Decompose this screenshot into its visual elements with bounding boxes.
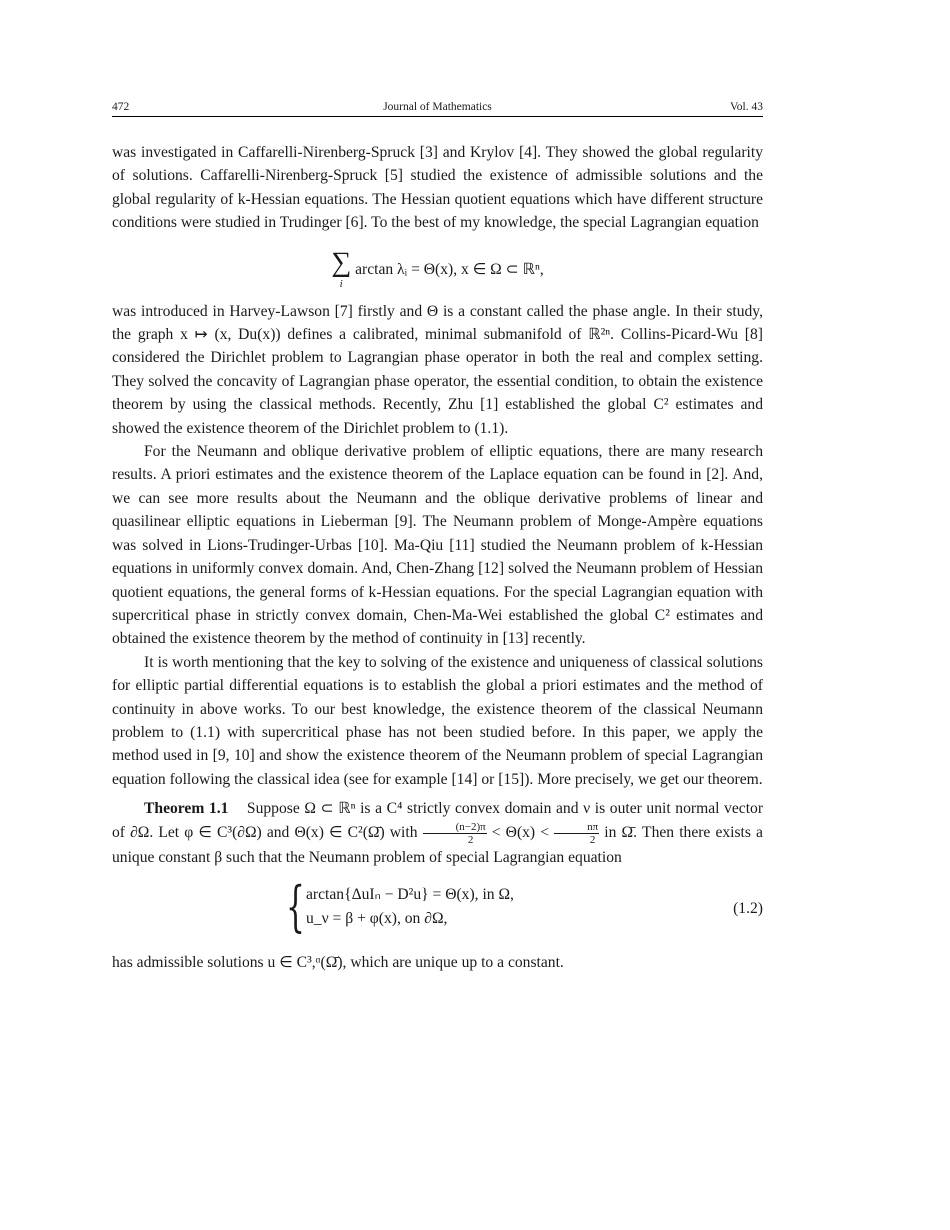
summation	[331, 246, 352, 290]
volume-label: Vol. 43	[729, 101, 763, 113]
sum-symbol: ∑	[331, 246, 352, 278]
body-text	[112, 141, 763, 974]
equation-number: (1.2)	[733, 899, 763, 917]
fraction-denominator: 2	[589, 833, 596, 846]
equation-special-lagrangian	[112, 246, 763, 290]
theorem-text-b: < Θ(x) <	[491, 823, 550, 841]
paragraph-2: was introduced in Harvey-Lawson [7] firstly and Θ is a constant called the phase angle. In their study, the graph x ↦ (x, Du(x)) defines a calibrated, minimal submanifold of ℝ²ⁿ. Collins-Picard-Wu [8] considered the Dirichlet problem to Lagrangian phase operator in both the real and complex setting. They solved the concavity of Lagrangian phase operator, the essential condition, to obtain the existence theorem by using the classical methods. Recently, Zhu [1] established the global C² estimates and showed the existence theorem of the Dirichlet problem to (1.1).	[112, 302, 763, 437]
theorem-title: Theorem 1.1	[144, 800, 229, 818]
theorem-text-c: in Ω̄. Then there exists a unique constant β such that the Neumann problem of special Lagrangian equation	[112, 823, 763, 866]
fraction-numerator: (n−2)π	[423, 821, 487, 834]
paragraph-5: has admissible solutions u ∈ C³,ᵅ(Ω̄), which are unique up to a constant.	[112, 953, 564, 971]
case-boundary: u_ν = β + φ(x), on ∂Ω,	[306, 909, 448, 927]
theorem-text-a: Suppose Ω ⊂ ℝⁿ is a C⁴ strictly convex domain and ν is outer unit normal vector of ∂Ω. Let φ ∈ C³(∂Ω) and Θ(x) ∈ C²(Ω̄) with	[112, 800, 764, 841]
paragraph-3: For the Neumann and oblique derivative problem of elliptic equations, there are many research results. A priori estimates and the existence theorem of the Laplace equation can be found in [2]. And, we can see more results about the Neumann and the oblique derivative problems of linear and quasilinear elliptic equations in Lieberman [9]. The Neumann problem of Monge-Ampère equations was solved in Lions-Trudinger-Urbas [10]. Ma-Qiu [11] studied the Neumann problem of k-Hessian equations in uniformly convex domain. And, Chen-Zhang [12] solved the Neumann problem of Hessian quotient equations, the general forms of k-Hessian equations. For the special Lagrangian equation with supercritical phase in strictly convex domain, Chen-Ma-Wei established the global C² estimates and obtained the existence theorem by the method of continuity in [13] recently.	[112, 443, 763, 648]
equation-neumann-problem	[112, 874, 763, 939]
paragraph-1: was investigated in Caffarelli-Nirenberg-Spruck [3] and Krylov [4]. They showed the global regularity of solutions. Caffarelli-Nirenberg-Spruck [5] studied the existence of admissible solutions and the global regularity of k-Hessian equations. The Hessian quotient equations which have different structure conditions were studied in Trudinger [6]. To the best of my knowledge, the special Lagrangian equation	[112, 144, 763, 232]
journal-name: Journal of Mathematics	[383, 101, 492, 113]
paper-page	[112, 100, 763, 974]
case-equation: arctan{ΔuIₙ − D²u} = Θ(x), in Ω,	[306, 885, 514, 903]
page-number: 472	[112, 101, 130, 113]
left-brace: {	[286, 874, 305, 938]
equation-body: arctan λᵢ = Θ(x), x ∈ Ω ⊂ ℝⁿ,	[355, 260, 544, 278]
fraction-denominator: 2	[467, 833, 474, 846]
fraction-upper-bound	[554, 821, 599, 846]
running-header	[112, 100, 763, 117]
theorem-1-1	[112, 797, 763, 869]
fraction-lower-bound	[423, 821, 487, 846]
paragraph-4: It is worth mentioning that the key to solving of the existence and uniqueness of classical solutions for elliptic partial differential equations is to establish the global a priori estimates and the method of continuity in above works. To our best knowledge, the existence theorem of the classical Neumann problem to (1.1) with supercritical phase has not been studied before. In this paper, we apply the method used in [9, 10] and show the existence theorem of the Neumann problem of special Lagrangian equation following the classical idea (see for example [14] or [15]). More precisely, we get our theorem.	[112, 653, 763, 788]
sum-index: i	[339, 277, 343, 290]
fraction-numerator: nπ	[554, 821, 599, 834]
